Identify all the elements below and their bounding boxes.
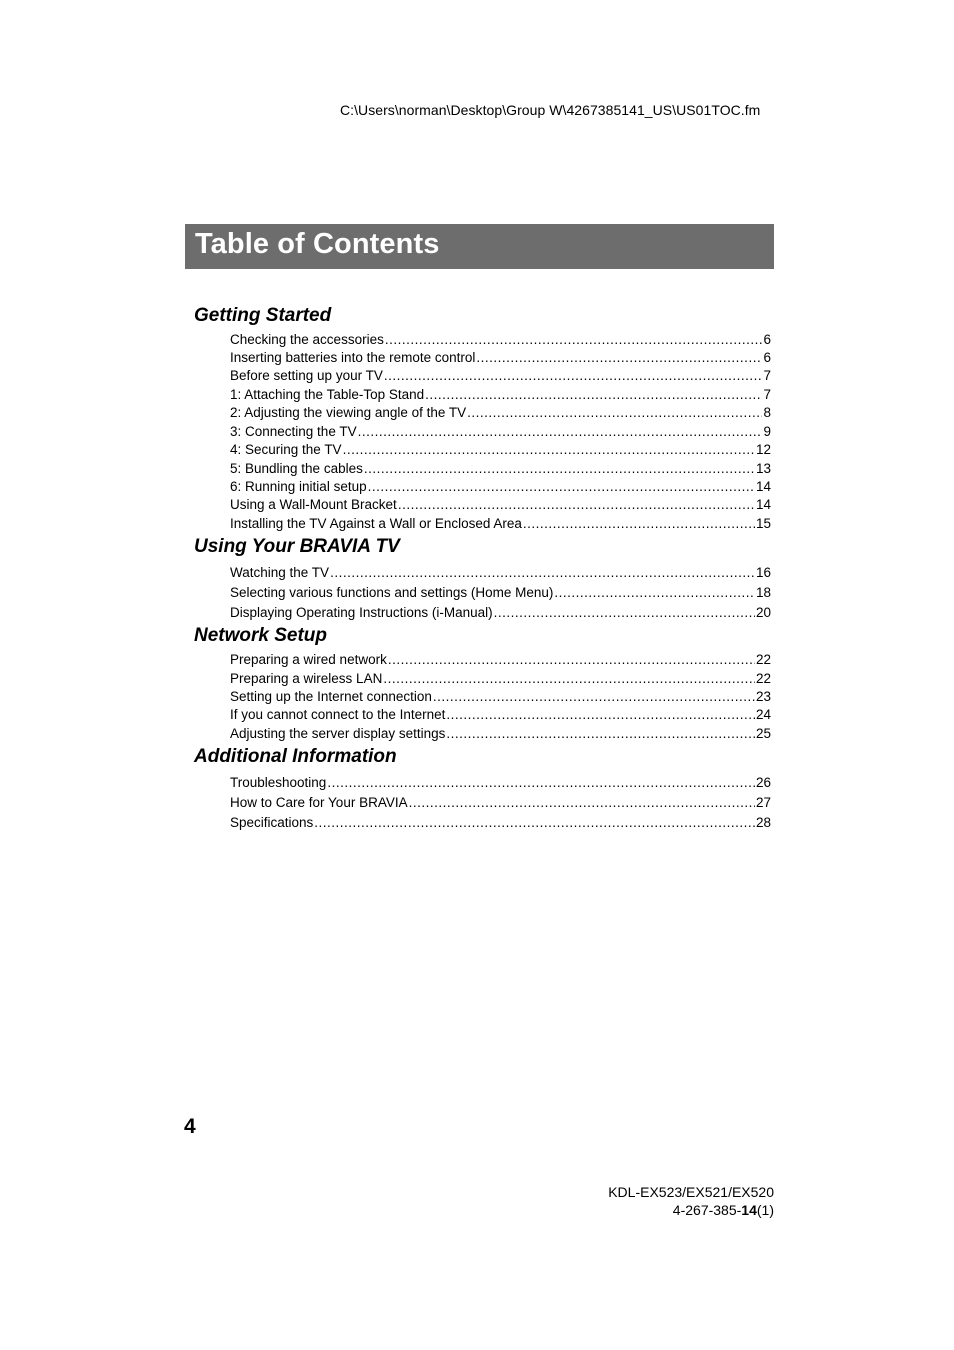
toc-entry-page: 8: [763, 405, 771, 420]
document-code-suffix: (1): [756, 1202, 774, 1218]
footer: [608, 1183, 774, 1219]
toc-entry-page: 6: [763, 332, 771, 347]
dot-leader: [327, 774, 755, 792]
dot-leader: [446, 725, 755, 743]
toc-entry-page: 24: [755, 707, 771, 722]
toc-entry[interactable]: [230, 404, 771, 422]
toc-entry[interactable]: [230, 814, 771, 832]
toc-entry-label: Checking the accessories: [230, 332, 384, 347]
toc-entry[interactable]: [230, 367, 771, 385]
dot-leader: [446, 706, 755, 724]
toc-entry-label: 2: Adjusting the viewing angle of the TV: [230, 405, 467, 420]
dot-leader: [409, 794, 755, 812]
toc-entry-page: 12: [755, 442, 771, 457]
toc-entry-page: 14: [755, 479, 771, 494]
toc-entry-label: Adjusting the server display settings: [230, 726, 446, 741]
toc-entry-page: 16: [755, 565, 771, 580]
toc-entry[interactable]: [230, 774, 771, 792]
dot-leader: [494, 604, 755, 622]
toc-entry-page: 22: [755, 652, 771, 667]
document-code: [608, 1201, 774, 1219]
toc-entry[interactable]: [230, 478, 771, 496]
document-code-revision: 14: [741, 1202, 757, 1218]
section-heading: Using Your BRAVIA TV: [194, 536, 400, 557]
dot-leader: [384, 367, 763, 385]
model-number: KDL-EX523/EX521/EX520: [608, 1184, 774, 1200]
toc-entry-page: 26: [755, 775, 771, 790]
dot-leader: [383, 670, 755, 688]
dot-leader: [467, 404, 762, 422]
file-path: C:\Users\norman\Desktop\Group W\4267385141_US\US01TOC.fm: [340, 102, 761, 118]
toc-entry-page: 7: [763, 368, 771, 383]
toc-entry-label: Watching the TV: [230, 565, 330, 580]
toc-entry-label: Installing the TV Against a Wall or Enclosed Area: [230, 516, 522, 531]
toc-entry[interactable]: [230, 331, 771, 349]
toc-entry-page: 14: [755, 497, 771, 512]
toc-entry[interactable]: [230, 670, 771, 688]
dot-leader: [364, 460, 755, 478]
toc-entry-label: Preparing a wired network: [230, 652, 387, 667]
toc-entry[interactable]: [230, 706, 771, 724]
section-heading: Getting Started: [194, 305, 332, 326]
section-heading: Network Setup: [194, 625, 328, 646]
page-title: Table of Contents: [195, 228, 440, 260]
toc-entry[interactable]: [230, 423, 771, 441]
toc-entry[interactable]: [230, 794, 771, 812]
toc-entry[interactable]: [230, 441, 771, 459]
toc-entry[interactable]: [230, 688, 771, 706]
toc-entry[interactable]: [230, 604, 771, 622]
toc-entry-page: 23: [755, 689, 771, 704]
toc-entry-page: 18: [755, 585, 771, 600]
toc-entry-label: Setting up the Internet connection: [230, 689, 432, 704]
toc-entry[interactable]: [230, 496, 771, 514]
toc-entry-label: Inserting batteries into the remote control: [230, 350, 476, 365]
toc-entry-page: 6: [763, 350, 771, 365]
toc-entry-page: 27: [755, 795, 771, 810]
toc-entry-label: Troubleshooting: [230, 775, 327, 790]
page-number: 4: [184, 1115, 196, 1138]
toc-entry-page: 28: [755, 815, 771, 830]
dot-leader: [554, 584, 755, 602]
dot-leader: [388, 651, 755, 669]
toc-entry-label: Selecting various functions and settings (Home Menu): [230, 585, 554, 600]
toc-entry[interactable]: [230, 386, 771, 404]
toc-entry-page: 9: [763, 424, 771, 439]
title-banner: [185, 224, 774, 269]
toc-entry[interactable]: [230, 515, 771, 533]
dot-leader: [433, 688, 755, 706]
dot-leader: [398, 496, 755, 514]
toc-entry[interactable]: [230, 584, 771, 602]
toc-entry-label: Using a Wall-Mount Bracket: [230, 497, 397, 512]
toc-entry-label: How to Care for Your BRAVIA: [230, 795, 408, 810]
toc-entry-label: Preparing a wireless LAN: [230, 671, 383, 686]
dot-leader: [476, 349, 762, 367]
toc-entry-label: Specifications: [230, 815, 314, 830]
toc-entry-label: 5: Bundling the cables: [230, 461, 363, 476]
toc-entry[interactable]: [230, 725, 771, 743]
dot-leader: [425, 386, 762, 404]
toc-entry[interactable]: [230, 564, 771, 582]
dot-leader: [343, 441, 755, 459]
dot-leader: [330, 564, 755, 582]
toc-entry-label: If you cannot connect to the Internet: [230, 707, 446, 722]
toc-entry[interactable]: [230, 349, 771, 367]
toc-entry-page: 13: [755, 461, 771, 476]
toc-entry-page: 22: [755, 671, 771, 686]
toc-entry-page: 7: [763, 387, 771, 402]
dot-leader: [358, 423, 763, 441]
toc-entry-page: 15: [755, 516, 771, 531]
toc-entry-label: Before setting up your TV: [230, 368, 383, 383]
toc-entry-label: Displaying Operating Instructions (i-Manual): [230, 605, 493, 620]
section-heading: Additional Information: [194, 746, 397, 767]
toc-entry[interactable]: [230, 460, 771, 478]
toc-entry-label: 3: Connecting the TV: [230, 424, 357, 439]
toc-entry-page: 25: [755, 726, 771, 741]
dot-leader: [368, 478, 755, 496]
document-code-prefix: 4-267-385-: [672, 1202, 742, 1218]
toc-entry[interactable]: [230, 651, 771, 669]
dot-leader: [314, 814, 755, 832]
dot-leader: [523, 515, 755, 533]
toc-entry-page: 20: [755, 605, 771, 620]
dot-leader: [385, 331, 763, 349]
toc-entry-label: 4: Securing the TV: [230, 442, 342, 457]
toc-entry-label: 1: Attaching the Table-Top Stand: [230, 387, 425, 402]
toc-entry-label: 6: Running initial setup: [230, 479, 367, 494]
